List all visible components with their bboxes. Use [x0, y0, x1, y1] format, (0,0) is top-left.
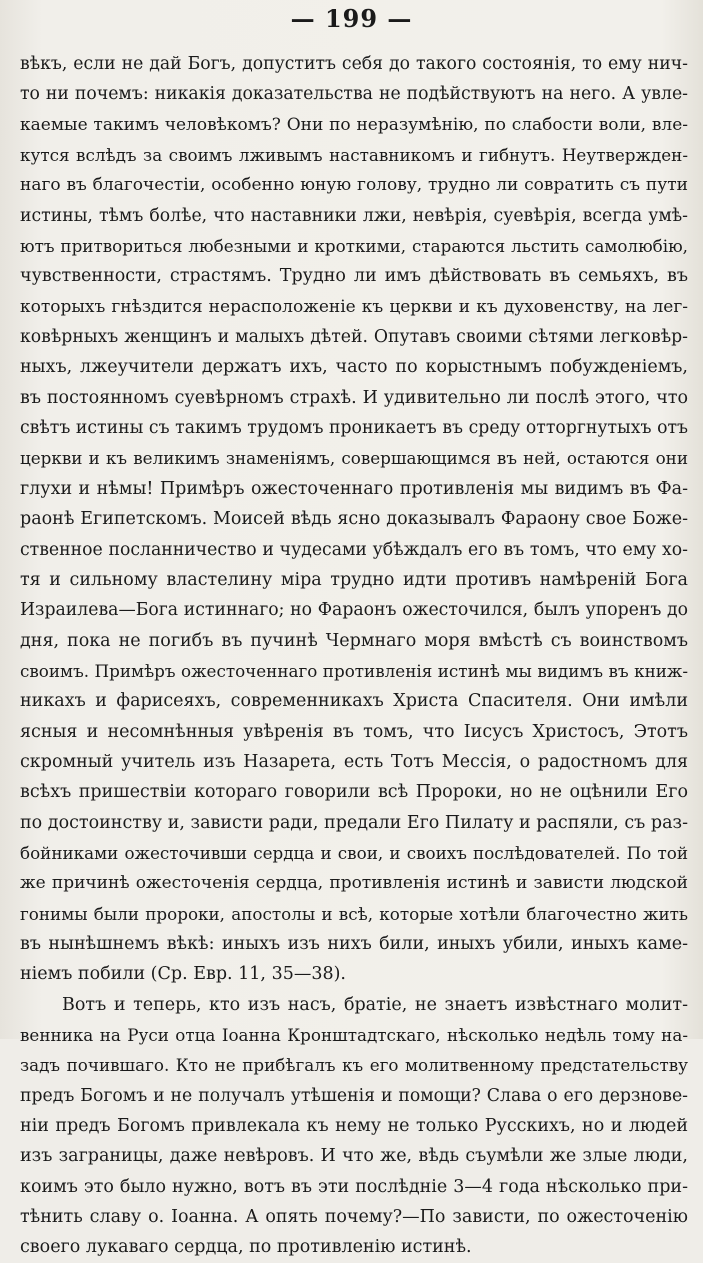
text-line: то ни почемъ: никакія доказательства не подѣйствуютъ на него. А увле- [20, 84, 688, 105]
text-line: ковѣрныхъ женщинъ и малыхъ дѣтей. Опутавъ своими сѣтями легковѣр- [20, 327, 688, 348]
text-line: церкви и къ великимъ знаменіямъ, совершающимся въ ней, остаются они [20, 448, 688, 469]
text-line: ніи предъ Богомъ привлекала къ нему не только Русскихъ, но и людей [20, 1116, 688, 1137]
page-body-text [20, 49, 688, 1263]
text-line: истины, тѣмъ болѣе, что наставники лжи, невѣрія, суевѣрія, всегда умѣ- [20, 205, 688, 226]
text-line: предъ Богомъ и не получалъ утѣшенія и помощи? Слава о его дерзнове- [20, 1085, 688, 1106]
text-line: кутся вслѣдъ за своимъ лживымъ наставникомъ и гибнутъ. Неутвержден- [20, 145, 688, 166]
text-line: ственное посланничество и чудесами убѣждалъ его въ томъ, что ему хо- [20, 539, 688, 560]
text-line: задъ почившаго. Кто не прибѣгалъ къ его молитвенному предстательству [20, 1055, 688, 1076]
text-line: всѣхъ пришествіи котораго говорили всѣ Пророки, но не оцѣнили Его [20, 782, 688, 803]
text-line: каемые такимъ человѣкомъ? Они по неразумѣнію, по слабости воли, вле- [20, 114, 688, 135]
text-line: которыхъ гнѣздится нерасположеніе къ церкви и къ духовенству, на лег- [20, 296, 688, 317]
text-line: тя и сильному властелину міра трудно идти противъ намѣреній Бога [20, 569, 688, 590]
text-line: изъ заграницы, даже невѣровъ. И что же, вѣдь съумѣли же злые люди, [20, 1146, 688, 1167]
text-line: чувственности, страстямъ. Трудно ли имъ дѣйствовать въ семьяхъ, въ [20, 266, 688, 287]
text-line: раонѣ Египетскомъ. Моисей вѣдь ясно доказывалъ Фараону свое Боже- [20, 509, 688, 530]
text-line: же причинѣ ожесточенія сердца, противленія истинѣ и зависти людской [20, 873, 688, 894]
text-line: по достоинству и, зависти ради, предали Его Пилату и распяли, съ раз- [20, 812, 688, 833]
text-line: наго въ благочестіи, особенно юную голову, трудно ли совратить съ пути [20, 175, 688, 196]
text-line: бойниками ожесточивши сердца и свои, и своихъ послѣдователей. По той [20, 842, 688, 863]
text-line: въ нынѣшнемъ вѣкѣ: иныхъ изъ нихъ били, иныхъ убили, иныхъ каме- [20, 933, 688, 954]
paragraph-first-line: Вотъ и теперь, кто изъ насъ, братіе, не знаетъ извѣстнаго молит- [62, 994, 688, 1015]
text-line: Израилева—Бога истиннаго; но Фараонъ ожесточился, былъ упоренъ до [20, 600, 688, 621]
page-number: — 199 — [290, 4, 413, 33]
text-line: глухи и нѣмы! Примѣръ ожесточеннаго противленія мы видимъ въ Фа- [20, 478, 688, 499]
text-line: гонимы были пророки, апостолы и всѣ, которые хотѣли благочестно жить [20, 903, 688, 924]
text-line: коимъ это было нужно, вотъ въ эти послѣдніе 3—4 года нѣсколько при- [20, 1176, 688, 1197]
text-line: вѣкъ, если не дай Богъ, допуститъ себя до такого состоянія, то ему нич- [20, 54, 688, 74]
text-line: венника на Руси отца Іоанна Кронштадтскаго, нѣсколько недѣль тому на- [20, 1025, 688, 1045]
text-line: никахъ и фарисеяхъ, современникахъ Христа Спасителя. Они имѣли [20, 691, 688, 712]
text-line: своимъ. Примѣръ ожесточеннаго противленія истинѣ мы видимъ въ книж- [20, 660, 688, 681]
text-line: ныхъ, лжеучители держатъ ихъ, часто по корыстнымъ побужденіемъ, [20, 357, 688, 378]
text-line: ютъ притвориться любезными и кроткими, стараются льстить самолюбію, [20, 236, 688, 257]
paragraph-end-line: своего лукаваго сердца, по противленію истинѣ. [20, 1237, 472, 1258]
paragraph-end-line: ніемъ побили (Ср. Евр. 11, 35—38). [20, 964, 346, 985]
text-line: скромный учитель изъ Назарета, есть Тотъ Мессія, о радостномъ для [20, 751, 688, 772]
text-line: свѣтъ истины съ такимъ трудомъ проникаетъ въ среду отторгнутыхъ отъ [20, 418, 688, 439]
text-line: въ постоянномъ суевѣрномъ страхѣ. И удивительно ли послѣ этого, что [20, 387, 688, 408]
text-line: дня, пока не погибъ въ пучинѣ Чермнаго моря вмѣстѣ съ воинствомъ [20, 630, 688, 651]
text-line: ясныя и несомнѣнныя увѣренія въ томъ, что Іисусъ Христосъ, Этотъ [20, 721, 688, 742]
text-line: тѣнить славу о. Іоанна. А опять почему?—По зависти, по ожесточенію [20, 1207, 688, 1228]
